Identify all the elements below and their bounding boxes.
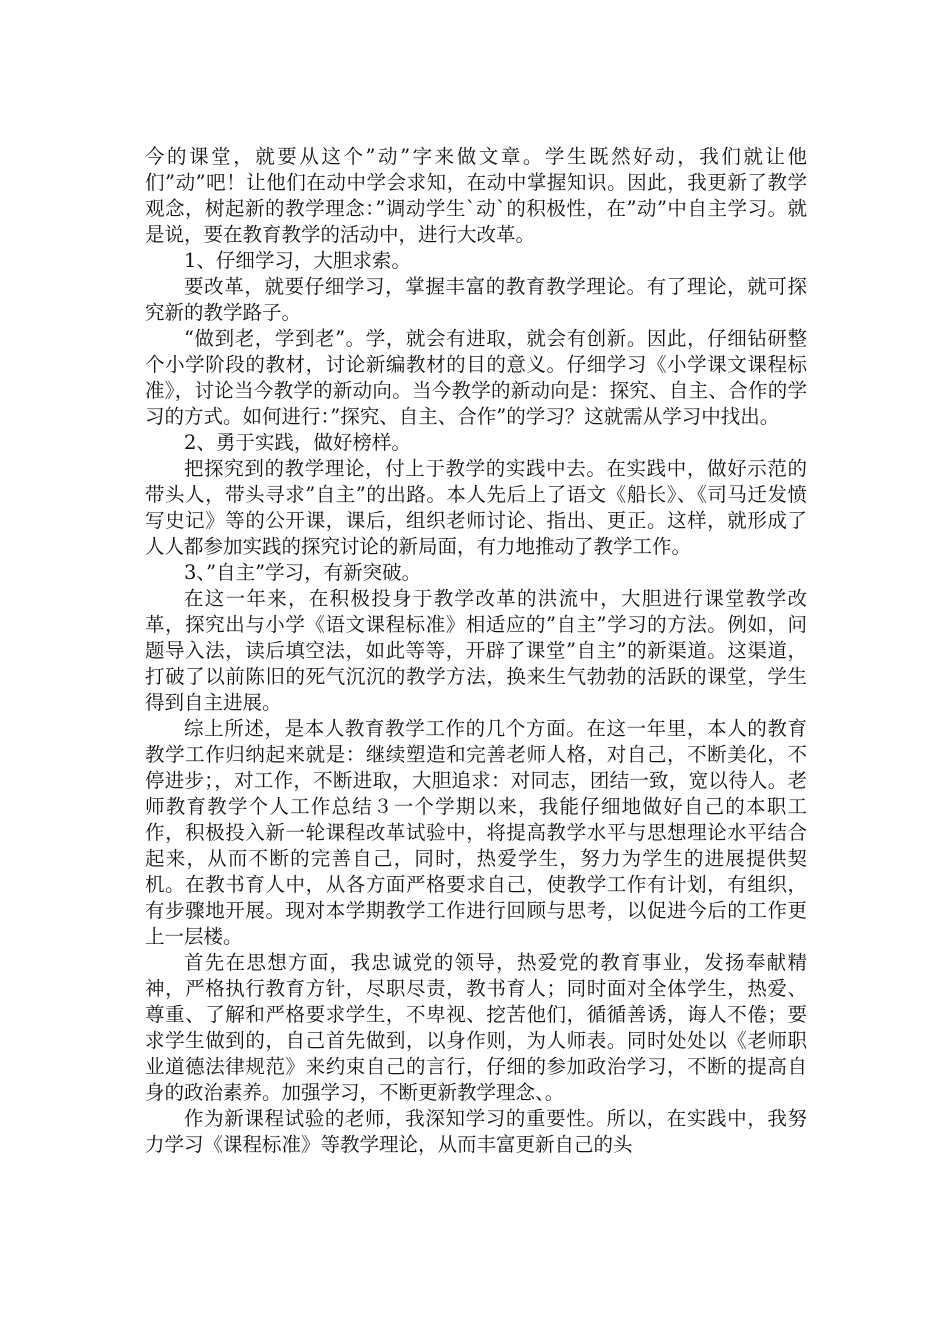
section-heading-2: 2、勇于实践，做好榜样。 — [184, 431, 411, 454]
section-heading-1: 1、仔细学习，大胆求索。 — [184, 249, 411, 272]
document-page — [145, 144, 807, 1158]
paragraph-8: 作为新课程试验的老师，我深知学习的重要性。所以，在实践中，我努力学习《课程标准》等教学理论，从而丰富更新自己的头 — [145, 1107, 807, 1156]
paragraph-5: 在这一年来，在积极投身于教学改革的洪流中，大胆进行课堂教学改革，探究出与小学《语文课程标准》相适应的”自主”学习的方法。例如，问题导入法，读后填空法，如此等等，开辟了课堂”自主”的新渠道。这渠道，打破了以前陈旧的死气沉沉的教学方法，换来生气勃勃的活跃的课堂，学生得到自主进展。 — [145, 587, 807, 714]
paragraph-7: 首先在思想方面，我忠诚党的领导，热爱党的教育事业，发扬奉献精神，严格执行教育方针，尽职尽责，教书育人；同时面对全体学生，热爱、尊重、了解和严格要求学生，不卑视、挖苦他们，循循善诱，诲人不倦；要求学生做到的，自己首先做到，以身作则，为人师表。同时处处以《老师职业道德法律规范》来约束自己的言行，仔细的参加政治学习，不断的提高自身的政治素养。加强学习，不断更新教学理念、。 — [145, 951, 807, 1104]
paragraph-4: 把探究到的教学理论，付上于教学的实践中去。在实践中，做好示范的带头人，带头寻求”自主”的出路。本人先后上了语文《船长》、《司马迁发愤写史记》等的公开课，课后，组织老师讨论、指出、更正。这样，就形成了人人都参加实践的探究讨论的新局面，有力地推动了教学工作。 — [145, 457, 807, 558]
paragraph-3: “做到老，学到老”。学，就会有进取，就会有创新。因此，仔细钻研整个小学阶段的教材，讨论新编教材的目的意义。仔细学习《小学课文课程标准》，讨论当今教学的新动向。当今教学的新动向是：探究、自主、合作的学习的方式。如何进行：”探究、自主、合作”的学习？这就需从学习中找出。 — [145, 327, 807, 428]
paragraph-6: 综上所述，是本人教育教学工作的几个方面。在这一年里，本人的教育教学工作归纳起来就是：继续塑造和完善老师人格，对自己，不断美化，不停进步；，对工作，不断进取，大胆追求：对同志，团结一致，宽以待人。老师教育教学个人工作总结３一个学期以来，我能仔细地做好自己的本职工作，积极投入新一轮课程改革试验中，将提高教学水平与思想理论水平结合起来，从而不断的完善自己，同时，热爱学生，努力为学生的进展提供契机。在教书育人中，从各方面严格要求自己，使教学工作有计划，有组织，有步骤地开展。现对本学期教学工作进行回顾与思考，以促进今后的工作更上一层楼。 — [145, 717, 807, 948]
paragraph-1: 今的课堂，就要从这个”动”字来做文章。学生既然好动，我们就让他们”动”吧！让他们在动中学会求知，在动中掌握知识。因此，我更新了教学观念，树起新的教学理念：”调动学生`动`的积极性，在”动”中自主学习。就是说，要在教育教学的活动中，进行大改革。 — [145, 145, 807, 246]
section-heading-3: 3、”自主”学习，有新突破。 — [184, 561, 422, 584]
paragraph-2: 要改革，就要仔细学习，掌握丰富的教育教学理论。有了理论，就可探究新的教学路子。 — [145, 275, 807, 324]
